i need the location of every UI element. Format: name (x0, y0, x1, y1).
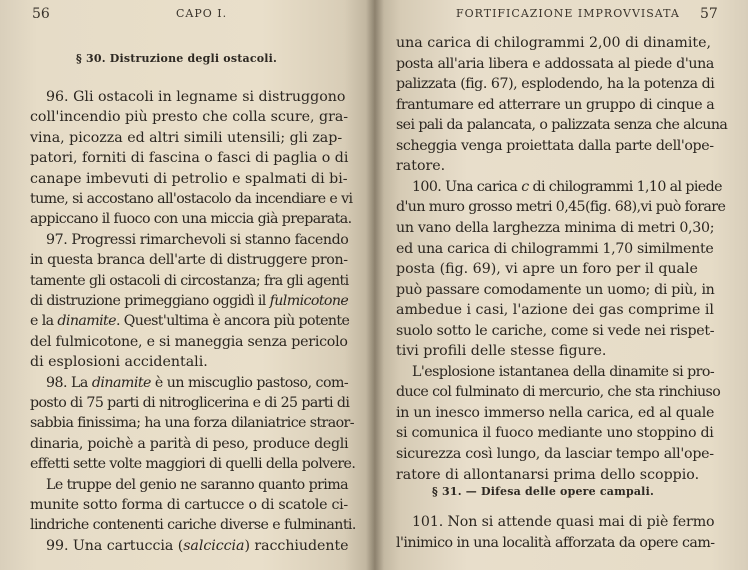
text-line (396, 444, 714, 464)
text-line (46, 87, 348, 107)
text-line (396, 280, 714, 300)
text-line (396, 341, 714, 361)
text-run: munite sotto forma di cartucce o di scatole ci- (30, 497, 348, 513)
text-run: palizzata (fig. 67), esplodendo, ha la potenza di (396, 76, 715, 93)
text-run: dinaria, poichè a parità di peso, produce degli (30, 435, 349, 452)
text-line (396, 33, 714, 53)
text-run: sei pali da palancata, o palizzata senza che alcuna (396, 117, 728, 134)
text-run: ratore. (396, 158, 446, 175)
text-run: L'esplosione istantanea della dinamite si pro- (412, 363, 715, 380)
text-run: suolo sotto le cariche, come si vede nei rispet- (396, 322, 715, 339)
text-line (30, 128, 348, 148)
text-run: un vano della larghezza minima di metri 0,30; (396, 219, 715, 236)
text-run: del fulmicotone, e si maneggia senza pericolo (30, 333, 348, 350)
text-run: tivi profili delle stesse figure. (396, 343, 607, 360)
right-section-heading: § 31. — Difesa delle opere campali. (432, 485, 654, 498)
text-line (396, 74, 714, 94)
text-run: 99. Una cartuccia ( (46, 537, 184, 554)
text-line (396, 259, 714, 279)
text-run: duce col fulminato di mercurio, che sta rinchiuso (396, 384, 721, 401)
text-line (30, 434, 348, 454)
right-page-number: 57 (700, 6, 718, 22)
text-line (30, 169, 348, 189)
text-line (30, 291, 348, 311)
text-run: l'inimico in una località afforzata da opere cam- (396, 534, 715, 551)
text-line (30, 332, 348, 352)
italic-text: salciccia (183, 537, 245, 554)
text-line (412, 177, 722, 197)
text-run: si comunica il fuoco mediante uno stoppino di (396, 425, 714, 442)
text-line (46, 475, 348, 495)
text-line (46, 536, 348, 556)
text-line (396, 136, 714, 156)
text-run: scheggia venga proiettata dalla parte dell'ope- (396, 137, 714, 154)
text-run: una carica di chilogrammi 2,00 di dinamite, (396, 35, 712, 51)
text-line (30, 250, 348, 270)
text-line (396, 533, 714, 553)
text-line (396, 156, 714, 176)
text-line (30, 311, 348, 331)
book-gutter (366, 0, 384, 570)
text-run: ambedue i casi, l'azione dei gas comprime il (396, 302, 714, 319)
text-run: posta all'aria libera e addossata al piede d'una (396, 55, 715, 72)
text-run: Le truppe del genio ne saranno quanto prima (46, 476, 348, 493)
text-line (30, 495, 348, 515)
text-line (30, 352, 348, 372)
text-line (396, 54, 714, 74)
text-run: lindriche contenenti cariche diverse e fulminanti. (30, 517, 356, 534)
italic-text: dinamite (57, 313, 116, 330)
text-run: 96. Gli ostacoli in legname si distruggono (46, 89, 346, 105)
text-line (30, 107, 348, 127)
text-line (396, 423, 714, 443)
text-run: frantumare ed atterrare un gruppo di cinque a (396, 96, 715, 113)
text-line (46, 373, 348, 393)
text-line (396, 300, 714, 320)
italic-text: dinamite (91, 374, 151, 391)
italic-text: c (521, 178, 529, 195)
text-run: di esplosioni accidentali. (30, 354, 208, 371)
right-running-head: FORTIFICAZIONE IMPROVVISATA (456, 7, 680, 20)
text-run: . Quest'ultima è ancora più potente (115, 313, 350, 330)
text-run: posta (fig. 69), vi apre un foro per il quale (396, 261, 698, 278)
text-run: ) racchiudente (244, 537, 349, 554)
text-run: posto di 75 parti di nitroglicerina e di 25 parti di (30, 395, 350, 411)
text-line (396, 403, 714, 423)
text-line (30, 189, 353, 209)
left-section-heading: § 30. Distruzione degli ostacoli. (76, 52, 278, 65)
text-run: sicurezza così lungo, da lasciar tempo all'ope- (396, 446, 714, 462)
right-page (374, 0, 748, 570)
text-run: tume, si accostano all'ostacolo da incendiare e vi (30, 191, 353, 207)
text-run: patori, forniti di fascina o fasci di paglia o di (30, 150, 349, 167)
text-line (30, 209, 352, 229)
text-run: in un inesco immerso nella carica, ed al quale (396, 404, 715, 421)
text-line (412, 512, 714, 532)
text-run: vina, picozza ed altri simili utensili; gli zap- (30, 129, 343, 146)
text-line (412, 362, 714, 382)
text-run: d'un muro grosso metri 0,45(fig. 68),vi può forare (396, 199, 726, 216)
text-line (396, 197, 726, 217)
text-run: di chilogrammi 1,10 al piede (528, 178, 722, 195)
text-line (30, 393, 348, 413)
text-run: canape imbevuti di petrolio e spalmati di bi- (30, 170, 348, 187)
text-line (30, 413, 354, 433)
left-running-head: CAPO I. (176, 7, 228, 20)
text-line (30, 148, 348, 168)
text-run: 97. Progressi rimarchevoli si stanno facendo (46, 231, 349, 248)
text-run: coll'incendio più presto che colla scure, gra- (30, 109, 349, 126)
text-run: di distruzione primeggiano oggidì il (30, 293, 270, 309)
text-run: effetti sette volte maggiori di quelli della polvere. (30, 456, 356, 473)
text-run: ratore di allontanarsi prima dello scoppio. (396, 466, 700, 483)
text-line (30, 271, 348, 291)
italic-text: fulmicotone (269, 293, 349, 309)
text-run: 101. Non si attende quasi mai di piè fermo (412, 514, 715, 530)
text-run: ed una carica di chilogrammi 1,70 similmente (396, 240, 714, 257)
text-line (396, 465, 714, 485)
text-line (30, 515, 356, 535)
left-page-number: 56 (32, 6, 50, 22)
text-run: e la (30, 313, 58, 330)
text-run: appiccano il fuoco con una miccia già preparata. (30, 211, 352, 228)
text-line (46, 230, 348, 250)
text-line (30, 454, 356, 474)
text-line (396, 321, 714, 341)
text-run: è un miscuglio pastoso, com- (150, 374, 349, 391)
text-line (396, 239, 714, 259)
text-line (396, 115, 728, 135)
text-line (396, 382, 721, 402)
text-line (396, 218, 714, 238)
text-run: tamente gli ostacoli di circostanza; fra gli agenti (30, 272, 349, 289)
text-run: in questa branca dell'arte di distruggere pron- (30, 252, 348, 269)
text-run: 100. Una carica (412, 178, 522, 195)
text-run: 98. La (46, 374, 92, 391)
text-run: può passare comodamente un uomo; di più, in (396, 281, 715, 298)
text-run: sabbia finissima; ha una forza dilaniatrice straor- (30, 415, 354, 432)
text-line (396, 95, 714, 115)
